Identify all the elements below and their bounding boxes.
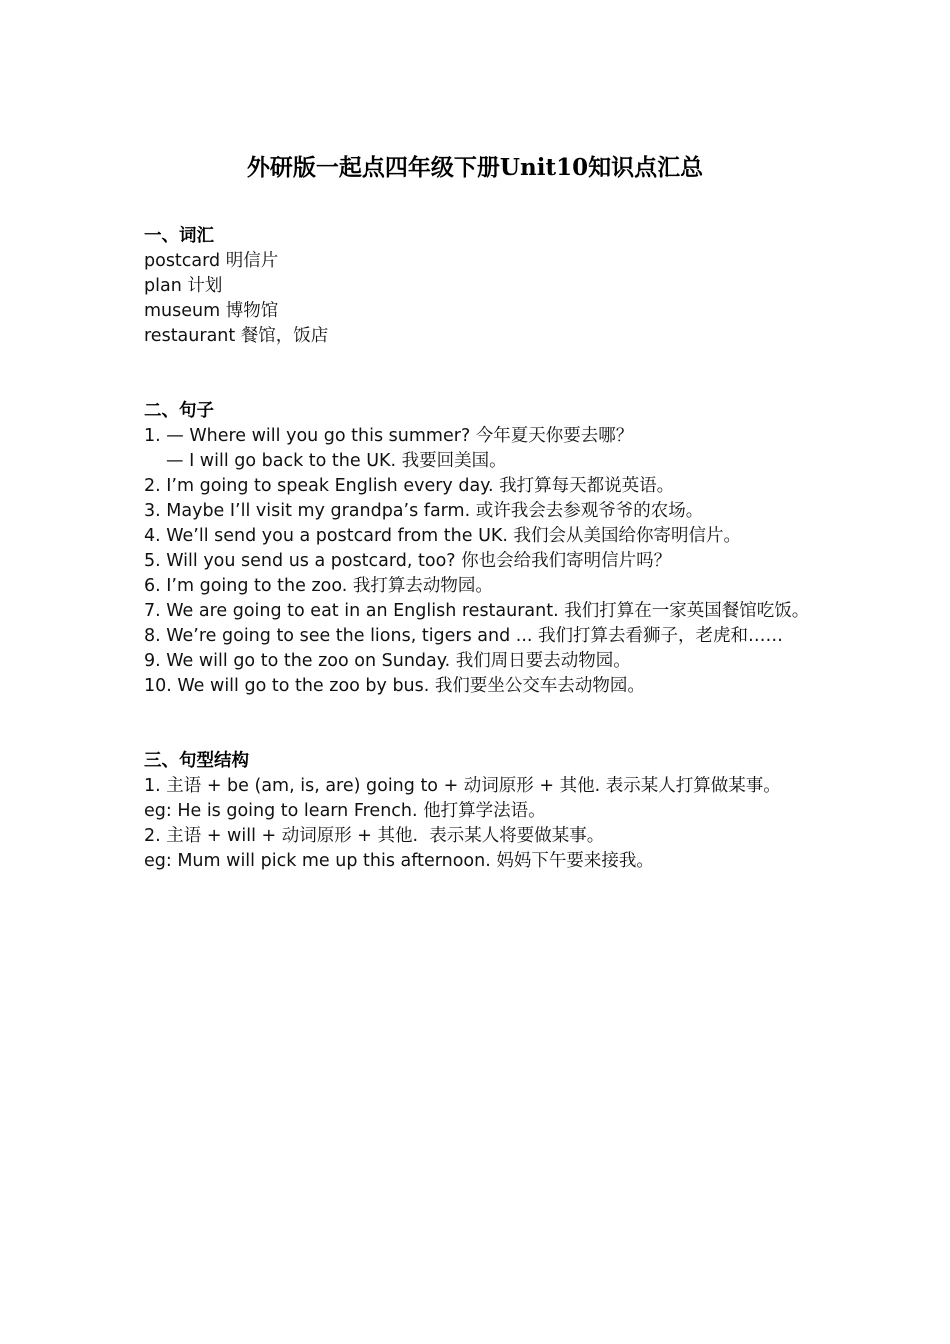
sentence-item: — I will go back to the UK. 我要回美国。 <box>166 451 507 471</box>
sentence-item: 3. Maybe I’ll visit my grandpa’s farm. 或许我会去参观爷爷的农场。 <box>144 501 704 521</box>
sentence-item: 8. We’re going to see the lions, tigers and ... 我们打算去看狮子，老虎和…… <box>144 626 784 646</box>
vocab-item: postcard 明信片 <box>144 251 279 271</box>
section-vocabulary <box>144 224 824 349</box>
sentence-item: 2. I’m going to speak English every day. 我打算每天都说英语。 <box>144 476 675 496</box>
pattern-example: eg: Mum will pick me up this afternoon. 妈妈下午要来接我。 <box>144 851 654 871</box>
document-title: 外研版一起点四年级下册Unit10知识点汇总 <box>246 154 704 181</box>
vocab-item: museum 博物馆 <box>144 301 279 321</box>
sentence-item: 10. We will go to the zoo by bus. 我们要坐公交车去动物园。 <box>144 676 645 696</box>
section-sentence-patterns <box>144 749 824 874</box>
sentence-item: 4. We’ll send you a postcard from the UK. 我们会从美国给你寄明信片。 <box>144 526 741 546</box>
sentence-item: 5. Will you send us a postcard, too? 你也会给我们寄明信片吗？ <box>144 551 672 571</box>
vocab-item: plan 计划 <box>144 276 223 296</box>
document-body <box>144 224 824 874</box>
section-heading: 二、句子 <box>144 401 214 421</box>
sentence-item: 1. — Where will you go this summer? 今年夏天你要去哪？ <box>144 426 634 446</box>
section-sentences <box>144 399 824 699</box>
section-heading: 三、句型结构 <box>144 751 249 771</box>
section-heading: 一、词汇 <box>144 226 214 246</box>
section-spacer <box>144 349 824 399</box>
pattern-example: eg: He is going to learn French. 他打算学法语。 <box>144 801 546 821</box>
pattern-item: 1. 主语 + be (am, is, are) going to + 动词原形 + 其他. 表示某人打算做某事。 <box>144 776 781 796</box>
sentence-item: 7. We are going to eat in an English restaurant. 我们打算在一家英国餐馆吃饭。 <box>144 601 810 621</box>
section-spacer <box>144 699 824 749</box>
sentence-item: 9. We will go to the zoo on Sunday. 我们周日要去动物园。 <box>144 651 631 671</box>
pattern-item: 2. 主语 + will + 动词原形 + 其他. 表示某人将要做某事。 <box>144 826 605 846</box>
vocab-item: restaurant 餐馆，饭店 <box>144 326 329 346</box>
sentence-item: 6. I’m going to the zoo. 我打算去动物园。 <box>144 576 493 596</box>
